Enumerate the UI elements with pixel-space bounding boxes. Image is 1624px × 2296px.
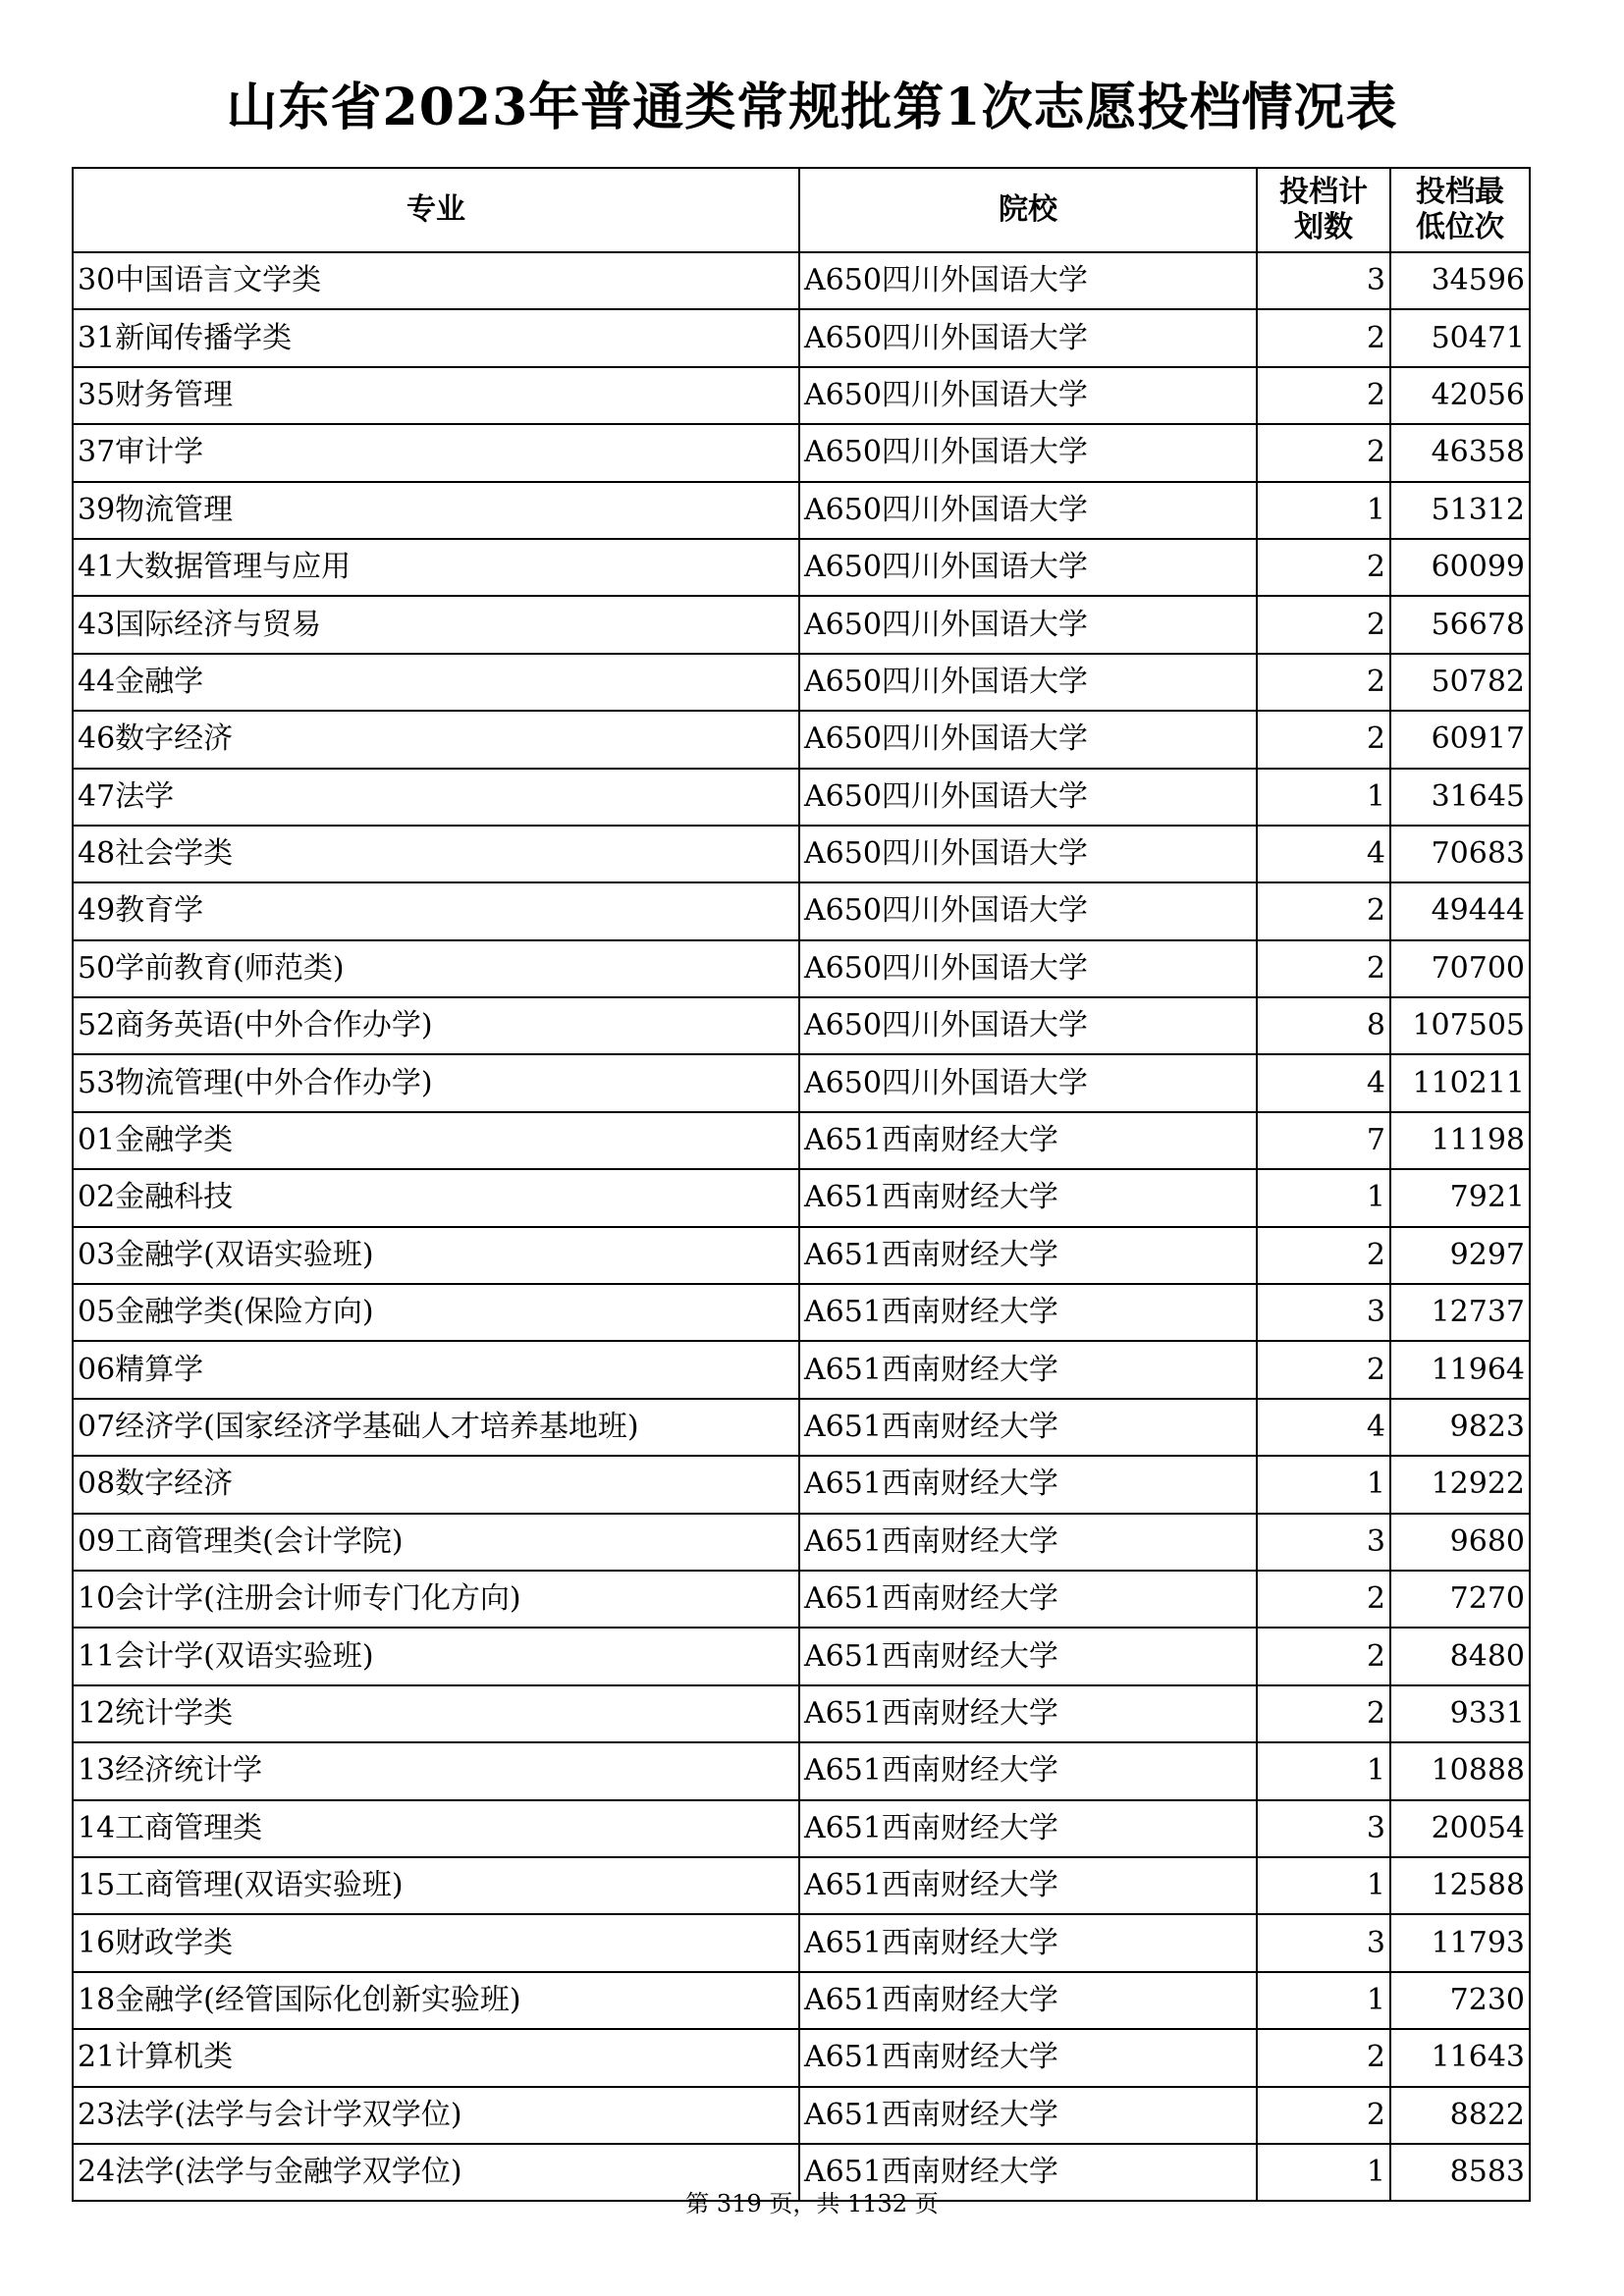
school-cell: A650四川外国语大学 xyxy=(799,367,1257,424)
plan-count-cell: 4 xyxy=(1257,1399,1390,1456)
table-row xyxy=(73,882,1530,939)
min-rank-cell: 11793 xyxy=(1390,1914,1530,1971)
major-cell: 01金融学类 xyxy=(73,1112,799,1169)
plan-count-cell: 3 xyxy=(1257,1800,1390,1857)
school-cell: A651西南财经大学 xyxy=(799,1571,1257,1628)
page-title: 山东省2023年普通类常规批第1次志愿投档情况表 xyxy=(226,78,1398,137)
school-cell: A651西南财经大学 xyxy=(799,1399,1257,1456)
table-row xyxy=(73,654,1530,711)
school-cell: A650四川外国语大学 xyxy=(799,940,1257,997)
plan-count-cell: 1 xyxy=(1257,1169,1390,1226)
plan-count-cell: 1 xyxy=(1257,2144,1390,2201)
major-cell: 11会计学(双语实验班) xyxy=(73,1628,799,1684)
school-cell: A650四川外国语大学 xyxy=(799,424,1257,481)
school-cell: A651西南财经大学 xyxy=(799,2144,1257,2201)
table-row xyxy=(73,1742,1530,1799)
major-cell: 24法学(法学与金融学双学位) xyxy=(73,2144,799,2201)
table-row xyxy=(73,2029,1530,2086)
min-rank-cell: 60099 xyxy=(1390,539,1530,596)
school-cell: A651西南财经大学 xyxy=(799,1169,1257,1226)
min-rank-cell: 107505 xyxy=(1390,997,1530,1054)
table-row xyxy=(73,1399,1530,1456)
school-cell: A651西南财经大学 xyxy=(799,1972,1257,2029)
plan-count-cell: 2 xyxy=(1257,882,1390,939)
major-cell: 12统计学类 xyxy=(73,1685,799,1742)
table-row xyxy=(73,1800,1530,1857)
major-cell: 14工商管理类 xyxy=(73,1800,799,1857)
header-school: 院校 xyxy=(799,168,1257,252)
min-rank-cell: 7921 xyxy=(1390,1169,1530,1226)
header-rank xyxy=(1390,168,1530,252)
header-plan-line1: 投档计 xyxy=(1279,175,1368,209)
min-rank-cell: 11198 xyxy=(1390,1112,1530,1169)
major-cell: 46数字经济 xyxy=(73,711,799,768)
plan-count-cell: 1 xyxy=(1257,1742,1390,1799)
major-cell: 05金融学类(保险方向) xyxy=(73,1284,799,1341)
min-rank-cell: 7230 xyxy=(1390,1972,1530,2029)
major-cell: 10会计学(注册会计师专门化方向) xyxy=(73,1571,799,1628)
header-rank-line1: 投档最 xyxy=(1416,175,1504,209)
plan-count-cell: 2 xyxy=(1257,596,1390,653)
plan-count-cell: 1 xyxy=(1257,1456,1390,1513)
major-cell: 50学前教育(师范类) xyxy=(73,940,799,997)
table-row xyxy=(73,1169,1530,1226)
min-rank-cell: 12922 xyxy=(1390,1456,1530,1513)
min-rank-cell: 42056 xyxy=(1390,367,1530,424)
min-rank-cell: 8583 xyxy=(1390,2144,1530,2201)
min-rank-cell: 70683 xyxy=(1390,826,1530,882)
plan-count-cell: 2 xyxy=(1257,1571,1390,1628)
table-row xyxy=(73,1227,1530,1284)
school-cell: A650四川外国语大学 xyxy=(799,1054,1257,1111)
header-rank-line2: 低位次 xyxy=(1416,210,1504,244)
min-rank-cell: 20054 xyxy=(1390,1800,1530,1857)
major-cell: 02金融科技 xyxy=(73,1169,799,1226)
major-cell: 09工商管理类(会计学院) xyxy=(73,1514,799,1571)
min-rank-cell: 70700 xyxy=(1390,940,1530,997)
table-row xyxy=(73,1456,1530,1513)
school-cell: A651西南财经大学 xyxy=(799,2029,1257,2086)
table-row xyxy=(73,1112,1530,1169)
plan-count-cell: 2 xyxy=(1257,940,1390,997)
major-cell: 07经济学(国家经济学基础人才培养基地班) xyxy=(73,1399,799,1456)
school-cell: A651西南财经大学 xyxy=(799,1914,1257,1971)
table-row xyxy=(73,1514,1530,1571)
school-cell: A650四川外国语大学 xyxy=(799,711,1257,768)
school-cell: A651西南财经大学 xyxy=(799,2087,1257,2144)
school-cell: A651西南财经大学 xyxy=(799,1112,1257,1169)
min-rank-cell: 11643 xyxy=(1390,2029,1530,2086)
table-row xyxy=(73,1914,1530,1971)
table-row xyxy=(73,1972,1530,2029)
school-cell: A650四川外国语大学 xyxy=(799,539,1257,596)
min-rank-cell: 9680 xyxy=(1390,1514,1530,1571)
school-cell: A650四川外国语大学 xyxy=(799,882,1257,939)
plan-count-cell: 4 xyxy=(1257,826,1390,882)
major-cell: 30中国语言文学类 xyxy=(73,252,799,309)
plan-count-cell: 2 xyxy=(1257,1341,1390,1398)
table-row xyxy=(73,1284,1530,1341)
min-rank-cell: 9823 xyxy=(1390,1399,1530,1456)
school-cell: A650四川外国语大学 xyxy=(799,826,1257,882)
header-row xyxy=(73,168,1530,252)
min-rank-cell: 7270 xyxy=(1390,1571,1530,1628)
major-cell: 35财务管理 xyxy=(73,367,799,424)
header-plan xyxy=(1257,168,1390,252)
plan-count-cell: 2 xyxy=(1257,1628,1390,1684)
major-cell: 06精算学 xyxy=(73,1341,799,1398)
school-cell: A651西南财经大学 xyxy=(799,1456,1257,1513)
header-plan-line2: 划数 xyxy=(1294,210,1353,244)
major-cell: 48社会学类 xyxy=(73,826,799,882)
plan-count-cell: 4 xyxy=(1257,1054,1390,1111)
min-rank-cell: 12737 xyxy=(1390,1284,1530,1341)
plan-count-cell: 2 xyxy=(1257,539,1390,596)
major-cell: 39物流管理 xyxy=(73,482,799,539)
major-cell: 52商务英语(中外合作办学) xyxy=(73,997,799,1054)
major-cell: 49教育学 xyxy=(73,882,799,939)
min-rank-cell: 8822 xyxy=(1390,2087,1530,2144)
school-cell: A651西南财经大学 xyxy=(799,1800,1257,1857)
min-rank-cell: 12588 xyxy=(1390,1857,1530,1914)
major-cell: 23法学(法学与会计学双学位) xyxy=(73,2087,799,2144)
major-cell: 08数字经济 xyxy=(73,1456,799,1513)
major-cell: 37审计学 xyxy=(73,424,799,481)
table-row xyxy=(73,539,1530,596)
plan-count-cell: 2 xyxy=(1257,367,1390,424)
table-row xyxy=(73,1054,1530,1111)
min-rank-cell: 31645 xyxy=(1390,769,1530,826)
min-rank-cell: 11964 xyxy=(1390,1341,1530,1398)
table-row xyxy=(73,424,1530,481)
plan-count-cell: 8 xyxy=(1257,997,1390,1054)
table-row xyxy=(73,997,1530,1054)
table-row xyxy=(73,1571,1530,1628)
table-row xyxy=(73,1341,1530,1398)
plan-count-cell: 1 xyxy=(1257,769,1390,826)
min-rank-cell: 9297 xyxy=(1390,1227,1530,1284)
major-cell: 53物流管理(中外合作办学) xyxy=(73,1054,799,1111)
major-cell: 43国际经济与贸易 xyxy=(73,596,799,653)
plan-count-cell: 2 xyxy=(1257,424,1390,481)
major-cell: 15工商管理(双语实验班) xyxy=(73,1857,799,1914)
school-cell: A650四川外国语大学 xyxy=(799,997,1257,1054)
major-cell: 03金融学(双语实验班) xyxy=(73,1227,799,1284)
school-cell: A650四川外国语大学 xyxy=(799,252,1257,309)
plan-count-cell: 7 xyxy=(1257,1112,1390,1169)
plan-count-cell: 2 xyxy=(1257,711,1390,768)
table-row xyxy=(73,367,1530,424)
school-cell: A650四川外国语大学 xyxy=(799,309,1257,366)
table-row xyxy=(73,940,1530,997)
major-cell: 31新闻传播学类 xyxy=(73,309,799,366)
plan-count-cell: 3 xyxy=(1257,1284,1390,1341)
major-cell: 44金融学 xyxy=(73,654,799,711)
school-cell: A650四川外国语大学 xyxy=(799,769,1257,826)
table-row xyxy=(73,769,1530,826)
plan-count-cell: 3 xyxy=(1257,252,1390,309)
school-cell: A651西南财经大学 xyxy=(799,1341,1257,1398)
plan-count-cell: 2 xyxy=(1257,2029,1390,2086)
plan-count-cell: 2 xyxy=(1257,1227,1390,1284)
plan-count-cell: 1 xyxy=(1257,482,1390,539)
major-cell: 21计算机类 xyxy=(73,2029,799,2086)
table-row xyxy=(73,826,1530,882)
major-cell: 18金融学(经管国际化创新实验班) xyxy=(73,1972,799,2029)
min-rank-cell: 49444 xyxy=(1390,882,1530,939)
plan-count-cell: 2 xyxy=(1257,309,1390,366)
school-cell: A651西南财经大学 xyxy=(799,1227,1257,1284)
min-rank-cell: 110211 xyxy=(1390,1054,1530,1111)
table-row xyxy=(73,1628,1530,1684)
table-row xyxy=(73,1685,1530,1742)
table-body xyxy=(73,252,1530,2201)
school-cell: A651西南财经大学 xyxy=(799,1628,1257,1684)
school-cell: A651西南财经大学 xyxy=(799,1284,1257,1341)
major-cell: 16财政学类 xyxy=(73,1914,799,1971)
min-rank-cell: 50782 xyxy=(1390,654,1530,711)
min-rank-cell: 60917 xyxy=(1390,711,1530,768)
min-rank-cell: 8480 xyxy=(1390,1628,1530,1684)
min-rank-cell: 51312 xyxy=(1390,482,1530,539)
school-cell: A651西南财经大学 xyxy=(799,1685,1257,1742)
plan-count-cell: 2 xyxy=(1257,2087,1390,2144)
major-cell: 41大数据管理与应用 xyxy=(73,539,799,596)
min-rank-cell: 50471 xyxy=(1390,309,1530,366)
school-cell: A651西南财经大学 xyxy=(799,1857,1257,1914)
plan-count-cell: 1 xyxy=(1257,1857,1390,1914)
table-row xyxy=(73,596,1530,653)
page-footer: 第 319 页，共 1132 页 xyxy=(685,2190,939,2217)
table-row xyxy=(73,1857,1530,1914)
school-cell: A650四川外国语大学 xyxy=(799,596,1257,653)
header-major: 专业 xyxy=(73,168,799,252)
min-rank-cell: 46358 xyxy=(1390,424,1530,481)
major-cell: 47法学 xyxy=(73,769,799,826)
table-row xyxy=(73,2087,1530,2144)
min-rank-cell: 56678 xyxy=(1390,596,1530,653)
min-rank-cell: 9331 xyxy=(1390,1685,1530,1742)
school-cell: A651西南财经大学 xyxy=(799,1742,1257,1799)
school-cell: A650四川外国语大学 xyxy=(799,654,1257,711)
school-cell: A650四川外国语大学 xyxy=(799,482,1257,539)
table-row xyxy=(73,252,1530,309)
plan-count-cell: 2 xyxy=(1257,654,1390,711)
school-cell: A651西南财经大学 xyxy=(799,1514,1257,1571)
table-row xyxy=(73,309,1530,366)
plan-count-cell: 1 xyxy=(1257,1972,1390,2029)
plan-count-cell: 2 xyxy=(1257,1685,1390,1742)
min-rank-cell: 10888 xyxy=(1390,1742,1530,1799)
table-row xyxy=(73,482,1530,539)
min-rank-cell: 34596 xyxy=(1390,252,1530,309)
table-row xyxy=(73,711,1530,768)
plan-count-cell: 3 xyxy=(1257,1914,1390,1971)
plan-count-cell: 3 xyxy=(1257,1514,1390,1571)
admission-table xyxy=(72,167,1531,2202)
major-cell: 13经济统计学 xyxy=(73,1742,799,1799)
